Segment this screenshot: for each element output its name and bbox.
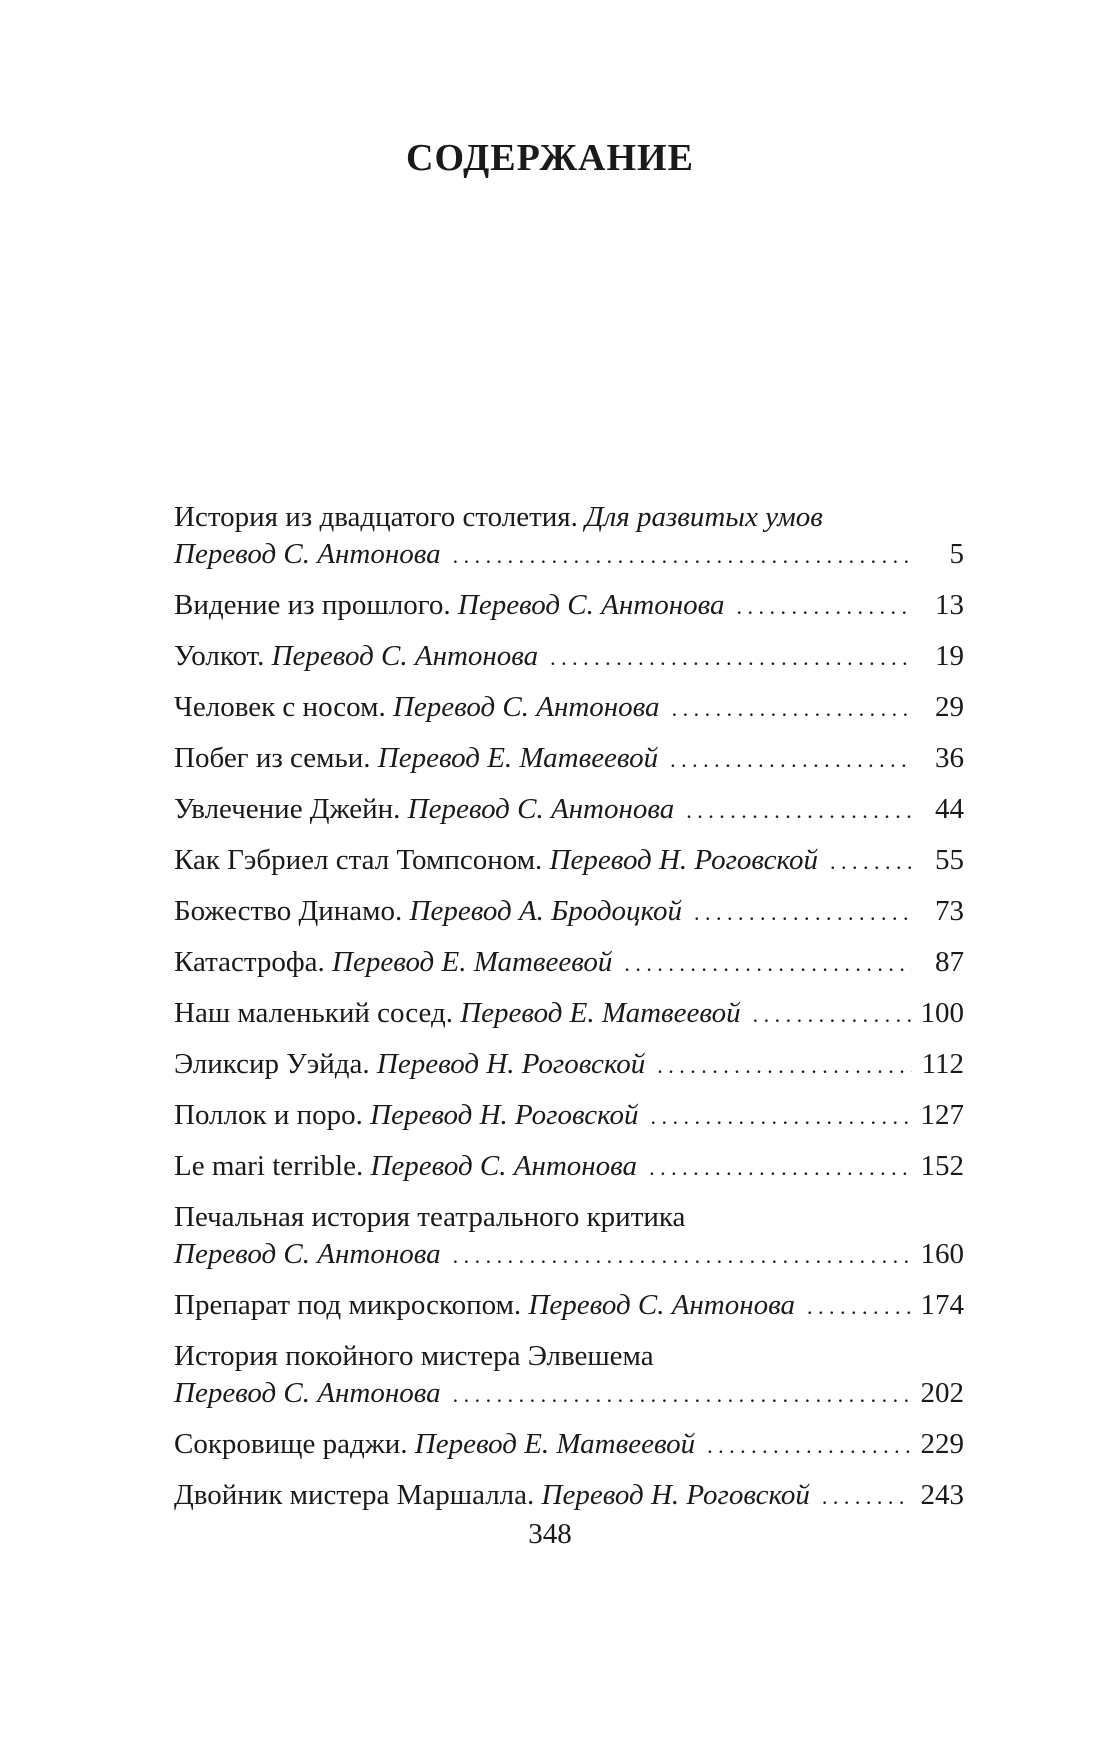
dot-leader [686, 792, 912, 829]
toc-entry[interactable] [174, 587, 964, 625]
toc-entry-translator: Перевод Е. Матвеевой [460, 997, 741, 1029]
toc-entry-title: Препарат под микроскопом. [174, 1289, 522, 1321]
toc-entry-translator: Перевод С. Антонова [407, 793, 675, 825]
toc-entry-text [174, 1426, 695, 1463]
toc-entry-page-number: 202 [920, 1377, 964, 1409]
toc-entry-translator: Перевод Н. Роговской [541, 1479, 810, 1511]
toc-entry-title: Печальная история театрального критика [174, 1201, 686, 1233]
toc-entry-page-number: 36 [935, 742, 964, 774]
toc-entry-page-number: 13 [935, 589, 964, 621]
toc-entry-text [174, 587, 724, 624]
toc-entry-page-number: 44 [935, 793, 964, 825]
toc-entry-title: История покойного мистера Элвешема [174, 1340, 654, 1372]
toc-entry[interactable] [174, 893, 964, 931]
toc-entry-translator: Перевод С. Антонова [271, 640, 539, 672]
toc-entry-page-number: 152 [920, 1150, 964, 1182]
toc-entry-text [174, 638, 538, 675]
toc-entry-heading-line [174, 499, 964, 536]
toc-entry[interactable] [174, 995, 964, 1033]
toc-entry-text [174, 995, 741, 1032]
dot-leader [657, 1047, 911, 1084]
toc-entry[interactable] [174, 944, 964, 982]
toc-entry-text [174, 689, 660, 726]
dot-leader [651, 1098, 911, 1135]
dot-leader [807, 1288, 910, 1325]
toc-entry[interactable] [174, 1097, 964, 1135]
toc-entry-translator: Перевод С. Антонова [528, 1289, 796, 1321]
toc-entry-text [174, 536, 441, 573]
toc-entry-title: Эликсир Уэйда. [174, 1048, 370, 1080]
toc-entry-page-number: 243 [920, 1479, 964, 1511]
toc-entry-translator: Перевод Н. Роговской [370, 1099, 639, 1131]
toc-entry-text [174, 740, 658, 777]
toc-entry-page-number: 87 [935, 946, 964, 978]
toc-entry-translator: Перевод Е. Матвеевой [414, 1428, 696, 1460]
toc-entry-title: Катастрофа. [174, 946, 325, 978]
toc-entry-heading-line [174, 1338, 964, 1375]
toc-entry-translator: Перевод С. Антонова [174, 1377, 441, 1409]
toc-entry-title: Побег из семьи. [174, 742, 371, 774]
toc-entry-title: Поллок и поро. [174, 1099, 363, 1131]
toc-entry-text [174, 791, 674, 828]
toc-entry-translator: Перевод С. Антонова [457, 589, 725, 621]
toc-entry-page-number: 229 [920, 1428, 964, 1460]
dot-leader [707, 1427, 910, 1464]
toc-entry-title: История из двадцатого столетия. [174, 501, 578, 533]
dot-leader [822, 1478, 911, 1515]
toc-entry-text [174, 1236, 441, 1273]
toc-entry-text [174, 893, 682, 930]
toc-entry-title: Божество Динамо. [174, 895, 403, 927]
toc-entry-text [174, 1287, 795, 1324]
dot-leader [670, 741, 912, 778]
toc-entry-page-number: 100 [920, 997, 964, 1029]
toc-entry-title: Наш маленький сосед. [174, 997, 453, 1029]
toc-entry-title: Двойник мистера Маршалла. [174, 1479, 535, 1511]
toc-entry[interactable] [174, 1046, 964, 1084]
toc-entry-subtitle: Для развитых умов [585, 501, 823, 533]
toc-entry-page-number: 55 [935, 844, 964, 876]
dot-leader [694, 894, 912, 931]
toc-entry-translator: Перевод Е. Матвеевой [377, 742, 659, 774]
toc-entry-text [174, 1046, 645, 1083]
toc-entry-translator: Перевод Н. Роговской [376, 1048, 646, 1080]
toc-entry-translator: Перевод С. Антонова [370, 1150, 638, 1182]
toc-entry-title: Человек с носом. [174, 691, 386, 723]
toc-entry[interactable] [174, 1148, 964, 1186]
toc-entry-title: Уолкот. [174, 640, 265, 672]
table-of-contents [174, 499, 964, 1528]
toc-entry[interactable] [174, 638, 964, 676]
dot-leader [736, 588, 912, 625]
toc-entry-text [174, 1148, 637, 1185]
toc-entry-heading-line [174, 1199, 964, 1236]
toc-entry-text [174, 1375, 441, 1412]
toc-entry-translator: Перевод С. Антонова [392, 691, 660, 723]
toc-entry[interactable] [174, 740, 964, 778]
toc-entry[interactable] [174, 1199, 964, 1274]
page-number: 348 [528, 1518, 572, 1550]
toc-entry-translator: Перевод А. Бродоцкой [409, 895, 683, 927]
toc-entry-title: Видение из прошлого. [174, 589, 451, 621]
dot-leader [672, 690, 912, 727]
toc-entry-page-number: 174 [920, 1289, 964, 1321]
toc-entry-page-number: 73 [935, 895, 964, 927]
toc-entry-text [174, 1477, 810, 1514]
dot-leader [649, 1149, 910, 1186]
dot-leader [550, 639, 912, 676]
dot-leader [830, 843, 912, 880]
toc-entry-text [174, 944, 612, 981]
toc-entry[interactable] [174, 1477, 964, 1515]
toc-entry[interactable] [174, 499, 964, 574]
toc-entry-title: Сокровище раджи. [174, 1428, 408, 1460]
dot-leader [453, 1237, 911, 1274]
toc-entry-page-number: 160 [920, 1238, 964, 1270]
dot-leader [453, 1376, 911, 1413]
toc-entry-title: Как Гэбриел стал Томпсоном. [174, 844, 543, 876]
toc-entry-page-number: 5 [949, 538, 964, 570]
toc-entry[interactable] [174, 689, 964, 727]
toc-entry-text [174, 842, 818, 879]
toc-entry[interactable] [174, 842, 964, 880]
page-title: СОДЕРЖАНИЕ [406, 137, 694, 179]
toc-entry-page-number: 29 [935, 691, 964, 723]
dot-leader [624, 945, 912, 982]
toc-entry-page-number: 127 [920, 1099, 964, 1131]
toc-entry[interactable] [174, 1338, 964, 1413]
toc-entry-title: Увлечение Джейн. [174, 793, 401, 825]
toc-entry-translator: Перевод Е. Матвеевой [332, 946, 613, 978]
toc-entry-page-number: 19 [935, 640, 964, 672]
toc-entry-translator: Перевод Н. Роговской [549, 844, 818, 876]
toc-entry-translator: Перевод С. Антонова [174, 538, 441, 570]
toc-entry-title: Le mari terrible. [174, 1150, 364, 1182]
dot-leader [453, 537, 912, 574]
toc-entry-translator: Перевод С. Антонова [174, 1238, 441, 1270]
toc-entry[interactable] [174, 1287, 964, 1325]
toc-entry[interactable] [174, 1426, 964, 1464]
toc-entry-text [174, 1097, 639, 1134]
toc-entry[interactable] [174, 791, 964, 829]
toc-entry-page-number: 112 [921, 1048, 964, 1080]
dot-leader [753, 996, 911, 1033]
